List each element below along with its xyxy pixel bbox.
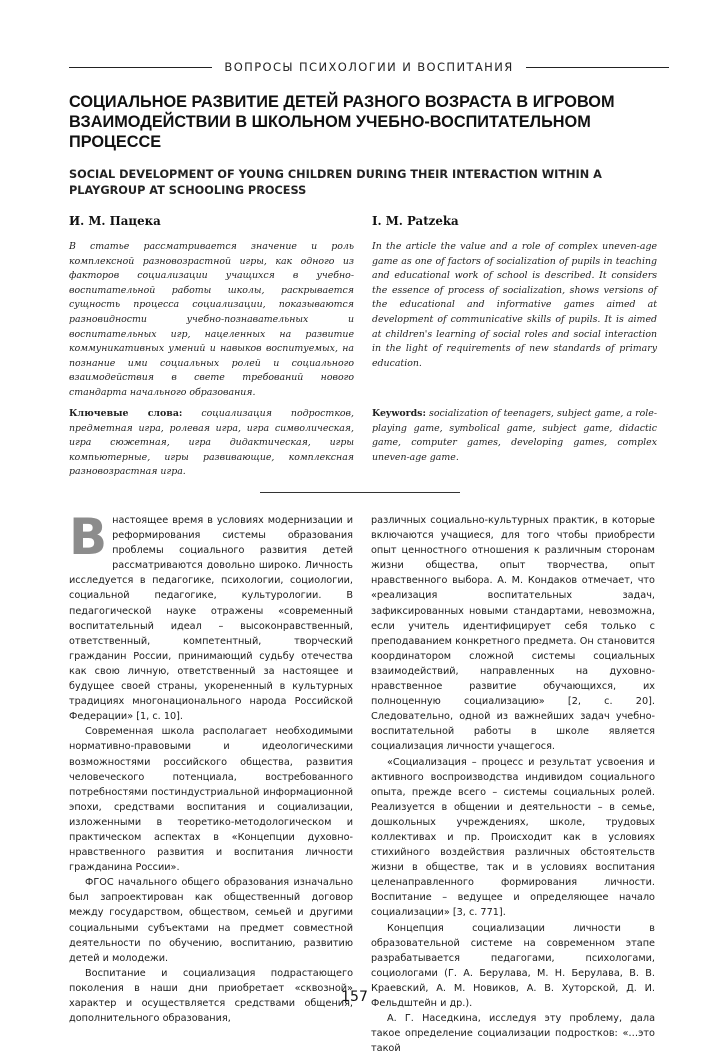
header-rule-right	[526, 67, 669, 68]
page-number: 157	[341, 989, 368, 1005]
abstract-ru: В статье рассматривается значение и роль комплексной разновозрастной игры, как одного из факторов социализации учащихся в учебно-воспитательной работы школы, раскрывается сущность процесса социализации, показываются разновидности учебно-познавательных и воспитательных игр, нацеленных на развитие коммуникативных умений и навыков воспитуемых, на познание ими социальных ролей и социального взаимодействия в свете требований нового стандарта начального образования.	[69, 241, 354, 398]
abstract-en: In the article the value and a role of complex uneven-age game as one of factors of socialization of pupils in teaching and educational work of school is described. It considers the essence of process of socialization, shows versions of the educational and informative games aimed at development of communicative skills of pupils. It is aimed at children's learning of social roles and social interaction in the light of requirements of new standards of primary education.	[372, 241, 657, 369]
section-divider	[260, 492, 460, 493]
keywords-en	[372, 407, 657, 465]
body-paragraph: Воспитание и социализация подрастающего поколения в наши дни приобретает «сквозной» характер и осуществляется средствами общения, дополнительного образования,	[69, 967, 353, 1025]
running-header	[69, 57, 669, 77]
body-paragraph: Современная школа располагает необходимыми нормативно-правовыми и идеологическими возможностями российского общества, развития человеческого потенциала, востребованного потребностями постиндустриальной информационной эпохи, средствами воспитания и социализации, изложенными в теоретико-методологическом и практическом аспектах в «Концепции духовно-нравственного развития и воспитания личности гражданина России».	[69, 726, 353, 874]
body-paragraph: А. Г. Наседкина, исследуя эту проблему, дала такое определение социализации подростков: «…это такой	[371, 1013, 655, 1055]
keywords-ru-label: Ключевые слова:	[69, 408, 183, 419]
body-paragraph: ФГОС начального общего образования изначально был запроектирован как общественный договор между государством, обществом, семьей и другими социальными субъектами на предмет совместной деятельности по обучению, воспитанию, развитию детей и молодежи.	[69, 877, 353, 964]
body-paragraph: различных социально-культурных практик, в которые включаются учащиеся, для того чтобы приобрести опыт ценностного отношения к различным сторонам жизни общества, опыт творчества, опыт нравственного выбора. А. М. Кондаков отмечает, что «реализация воспитательных задач, зафиксированных новыми стандартами, невозможна, если учитель идентифицирует себя только с преподаванием конкретного предмета. Он становится координатором сложной системы социальных взаимодействий, направленных на духовно-нравственное развитие обучающихся, их полноценную социализацию» [2, с. 20]. Следовательно, одной из важнейших задач учебно-воспитательной работы в школе является социализация личности учащегося.	[371, 515, 655, 753]
keywords-ru-text: социализация подростков, предметная игра, ролевая игра, игра символическая, игра сюжетная, игра дидактическая, игры компьютерные, игры развивающие, комплексная разновозрастная игра.	[69, 408, 354, 478]
keywords-en-text: socialization of teenagers, subject game, a role-playing game, symbolical game, subject game, didactic game, computer games, developing games, complex uneven-age game.	[372, 408, 657, 463]
article-title-en: SOCIAL DEVELOPMENT OF YOUNG CHILDREN DURING THEIR INTERACTION WITHIN A PLAYGROUP AT SCHOOLING PROCESS	[69, 168, 602, 197]
body-paragraph	[69, 508, 353, 724]
body-paragraph-text: настоящее время в условиях модернизации и реформирования системы образования проблемы социального развития детей рассматриваются довольно широко. Личность исследуется в педагогике, психологии, социологии, социальной педагогике, культурологии. В педагогической науке отражены «современный воспитательный идеал – высоконравственный, ответственный, компетентный, творческий гражданин России, принимающий судьбу отечества как свою личную, ответственный за настоящее и будущее своей страны, укорененный в культурных традициях многонационального народа Российской Федерации» [1, с. 10].	[69, 515, 353, 723]
drop-cap: В	[69, 508, 108, 566]
body-paragraph: «Социализация – процесс и результат усвоения и активного воспроизводства индивидом социального опыта, прежде всего – системы социальных ролей. Реализуется в общении и деятельности – в семье, дошкольных учреждениях, школе, трудовых коллективах и пр. Происходит как в условиях стихийного воздействия различных обстоятельств жизни в обществе, так и в условиях воспитания целенаправленного формирования личности. Воспитание – ведущее и определяющее начало социализации» [3, с. 771].	[371, 756, 655, 919]
body-paragraph: Концепция социализации личности в образовательной системе на современном этапе разрабатывается педагогами, психологами, социологами (Г. А. Берулава, М. Н. Берулава, В. В. Краевский, А. М. Новиков, А. В. Хуторской, Д. И. Фельдштейн и др.).	[371, 922, 655, 1009]
author-en: I. M. Patzeka	[372, 214, 459, 228]
keywords-en-label: Keywords:	[372, 408, 426, 419]
body-column-right	[371, 513, 655, 1056]
header-rule-left	[69, 67, 212, 68]
article-title-ru: СОЦИАЛЬНОЕ РАЗВИТИЕ ДЕТЕЙ РАЗНОГО ВОЗРАСТА В ИГРОВОМ ВЗАИМОДЕЙСТВИИ В ШКОЛЬНОМ УЧЕБНО-ВОСПИТАТЕЛЬНОМ ПРОЦЕССЕ	[69, 93, 615, 151]
section-title: ВОПРОСЫ ПСИХОЛОГИИ И ВОСПИТАНИЯ	[224, 60, 514, 74]
body-column-left	[69, 508, 353, 1026]
keywords-ru	[69, 407, 354, 480]
author-ru: И. М. Пацека	[69, 214, 161, 228]
